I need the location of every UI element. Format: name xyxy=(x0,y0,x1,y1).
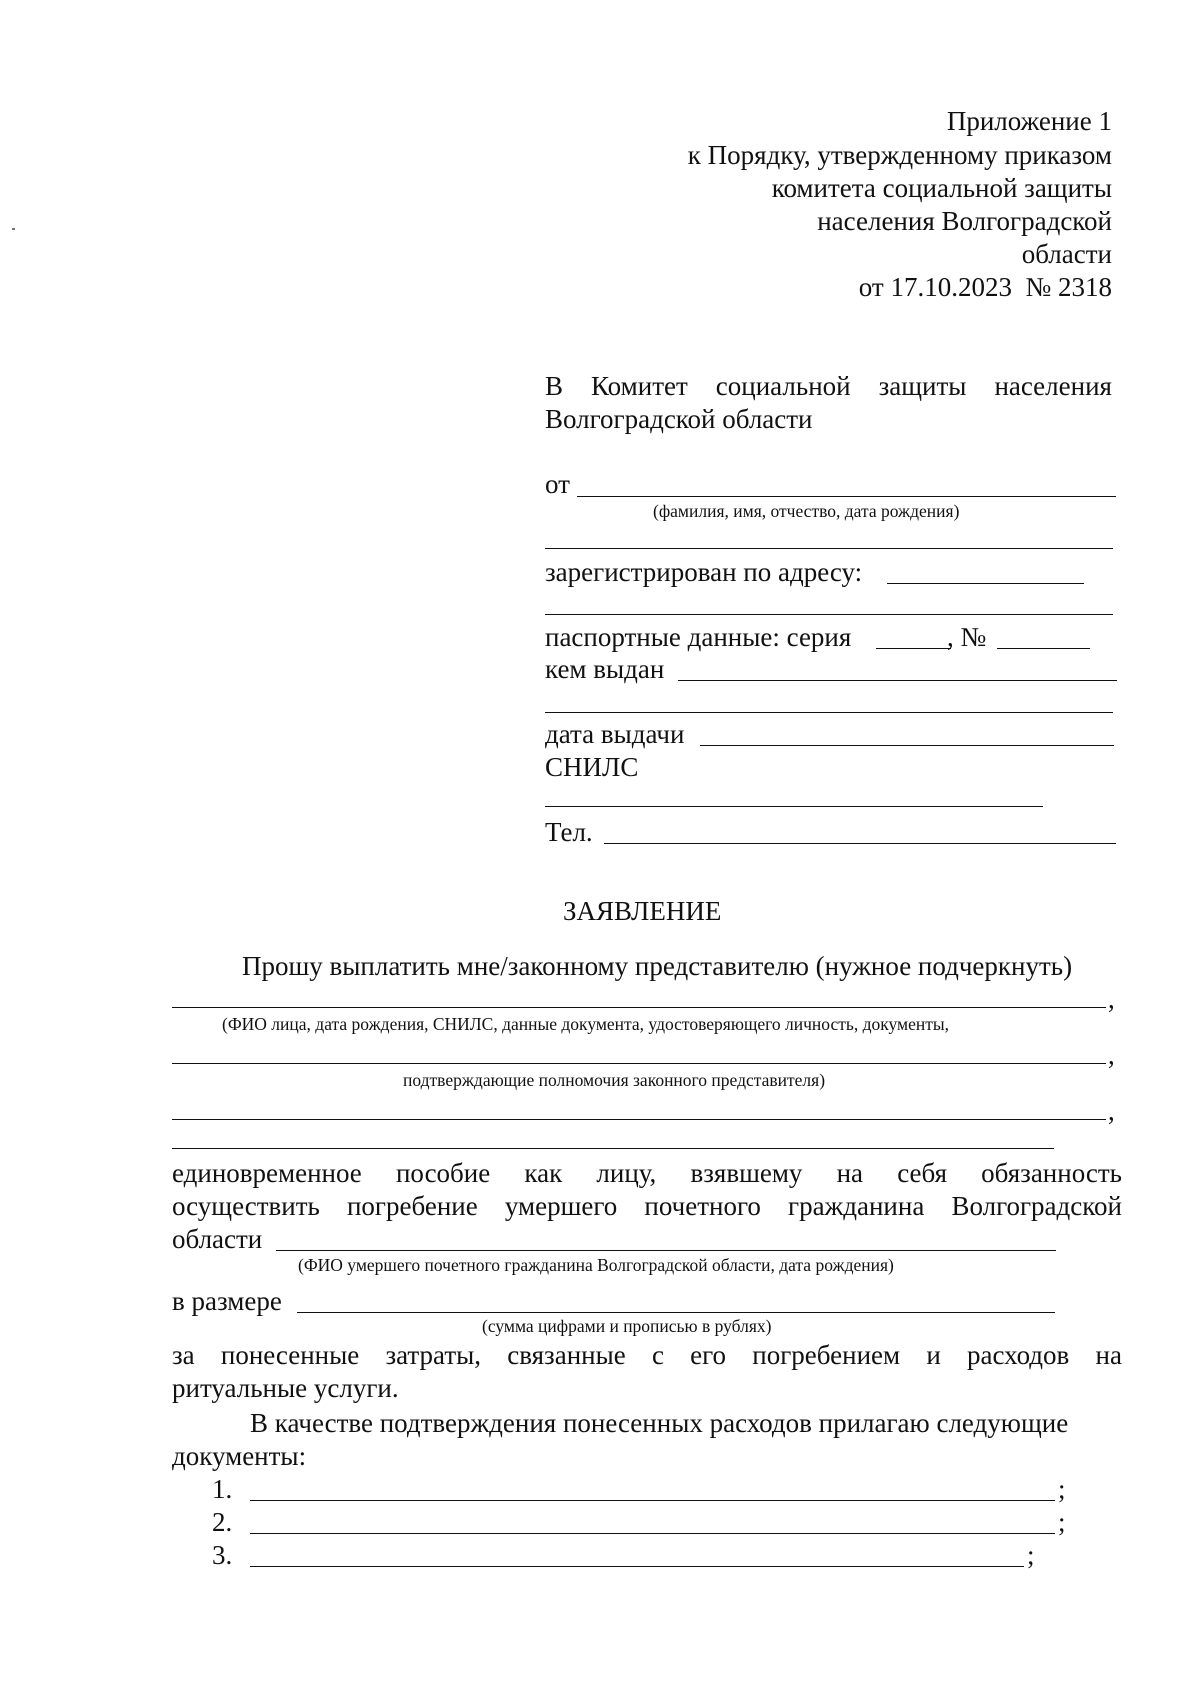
statement-title: ЗАЯВЛЕНИЕ xyxy=(563,896,722,926)
from-field-line-2[interactable] xyxy=(545,548,1113,549)
recipient-field-line-4[interactable] xyxy=(172,1148,1054,1149)
approval-line-2: к Порядку, утвержденному приказом xyxy=(687,140,1112,170)
costs-word: связанные xyxy=(507,1340,626,1370)
attach-line-1: В качестве подтверждения понесенных расходов прилагаю следующие xyxy=(250,1408,1069,1438)
benefit-word: почетного xyxy=(644,1191,761,1221)
comma: , xyxy=(1108,1096,1115,1126)
benefit-word: единовременное xyxy=(172,1158,362,1188)
phone-label: Тел. xyxy=(545,817,593,847)
benefit-word: на xyxy=(836,1158,864,1188)
amount-field[interactable] xyxy=(297,1312,1055,1313)
addressee-word: защиты xyxy=(878,371,967,401)
amount-label: в размере xyxy=(172,1286,282,1316)
passport-number-label: , № xyxy=(947,622,987,652)
benefit-word: погребение xyxy=(346,1191,478,1221)
deceased-caption: (ФИО умершего почетного гражданина Волгоградской области, дата рождения) xyxy=(298,1255,894,1275)
comma: , xyxy=(1108,1040,1115,1070)
costs-word: затраты, xyxy=(385,1340,482,1370)
costs-word: на xyxy=(1095,1340,1122,1370)
benefit-word: как xyxy=(524,1158,563,1188)
attachment-field-3[interactable] xyxy=(250,1566,1024,1567)
list-item-number: 3. xyxy=(212,1540,233,1570)
snils-label: СНИЛС xyxy=(545,752,639,782)
benefit-line-3: области xyxy=(172,1224,263,1254)
amount-caption: (сумма цифрами и прописью в рублях) xyxy=(482,1316,772,1336)
recipient-caption-1: (ФИО лица, дата рождения, СНИЛС, данные документа, удостоверяющего личность, документы, xyxy=(222,1014,950,1034)
address-field-line[interactable] xyxy=(887,583,1084,584)
costs-line-2: ритуальные услуги. xyxy=(172,1373,399,1403)
issue-date-field[interactable] xyxy=(700,745,1114,746)
issued-by-field[interactable] xyxy=(678,680,1117,681)
benefit-word: обязанность xyxy=(981,1158,1122,1188)
costs-word: за xyxy=(172,1340,195,1370)
attachment-field-1[interactable] xyxy=(250,1500,1055,1501)
benefit-word: Волгоградской xyxy=(951,1191,1122,1221)
from-caption: (фамилия, имя, отчество, дата рождения) xyxy=(653,501,960,521)
semicolon: ; xyxy=(1058,1507,1066,1537)
list-item-number: 2. xyxy=(212,1507,233,1537)
approval-line-6: от 17.10.2023 № 2318 xyxy=(858,272,1112,302)
costs-word: и xyxy=(926,1340,941,1370)
addressee-word: социальной xyxy=(715,371,851,401)
issued-by-label: кем выдан xyxy=(545,654,665,684)
approval-line-1: Приложение 1 xyxy=(946,106,1112,136)
benefit-line-2 xyxy=(172,1193,1122,1220)
passport-series-label: паспортные данные: серия xyxy=(545,622,852,652)
benefit-word: осуществить xyxy=(172,1191,320,1221)
passport-series-field[interactable] xyxy=(876,648,951,649)
approval-line-5: области xyxy=(1021,239,1112,269)
issue-date-label: дата выдачи xyxy=(545,719,685,749)
costs-line-1 xyxy=(172,1342,1122,1369)
benefit-word: себя xyxy=(897,1158,947,1188)
addressee-line-2: Волгоградской области xyxy=(545,404,813,434)
passport-number-field[interactable] xyxy=(997,648,1090,649)
recipient-field-line-1[interactable] xyxy=(172,1007,1106,1008)
phone-field[interactable] xyxy=(604,843,1116,844)
semicolon: ; xyxy=(1027,1540,1035,1570)
address-label: зарегистрирован по адресу: xyxy=(545,557,863,587)
recipient-caption-2: подтверждающие полномочия законного представителя) xyxy=(403,1070,826,1090)
issued-by-field-2[interactable] xyxy=(545,712,1113,713)
approval-line-4: населения Волгоградской xyxy=(817,206,1112,236)
snils-field[interactable] xyxy=(545,806,1043,807)
addressee-line-1 xyxy=(545,373,1112,400)
addressee-word: населения xyxy=(994,371,1112,401)
deceased-field[interactable] xyxy=(276,1250,1056,1251)
list-item-number: 1. xyxy=(212,1474,233,1504)
benefit-word: гражданина xyxy=(788,1191,925,1221)
request-text: Прошу выплатить мне/законному представителю (нужное подчеркнуть) xyxy=(242,951,1073,981)
recipient-field-line-2[interactable] xyxy=(172,1063,1106,1064)
benefit-word: взявшему xyxy=(690,1158,803,1188)
costs-word: погребением xyxy=(752,1340,901,1370)
address-field-line-2[interactable] xyxy=(545,614,1113,615)
costs-word: его xyxy=(690,1340,727,1370)
comma: , xyxy=(1108,984,1115,1014)
costs-word: расходов xyxy=(966,1340,1070,1370)
from-field-line[interactable] xyxy=(577,496,1116,497)
semicolon: ; xyxy=(1058,1474,1066,1504)
benefit-word: пособие xyxy=(395,1158,491,1188)
addressee-word: В xyxy=(545,371,564,401)
approval-line-3: комитета социальной защиты xyxy=(771,173,1112,203)
costs-word: с xyxy=(651,1340,664,1370)
benefit-word: лицу, xyxy=(596,1158,657,1188)
benefit-line-1 xyxy=(172,1160,1122,1187)
costs-word: понесенные xyxy=(220,1340,360,1370)
benefit-word: умершего xyxy=(504,1191,618,1221)
attach-line-2: документы: xyxy=(172,1441,307,1471)
from-label: от xyxy=(545,469,570,499)
attachment-field-2[interactable] xyxy=(250,1533,1055,1534)
scan-speck xyxy=(12,228,15,230)
recipient-field-line-3[interactable] xyxy=(172,1119,1106,1120)
addressee-word: Комитет xyxy=(591,371,688,401)
